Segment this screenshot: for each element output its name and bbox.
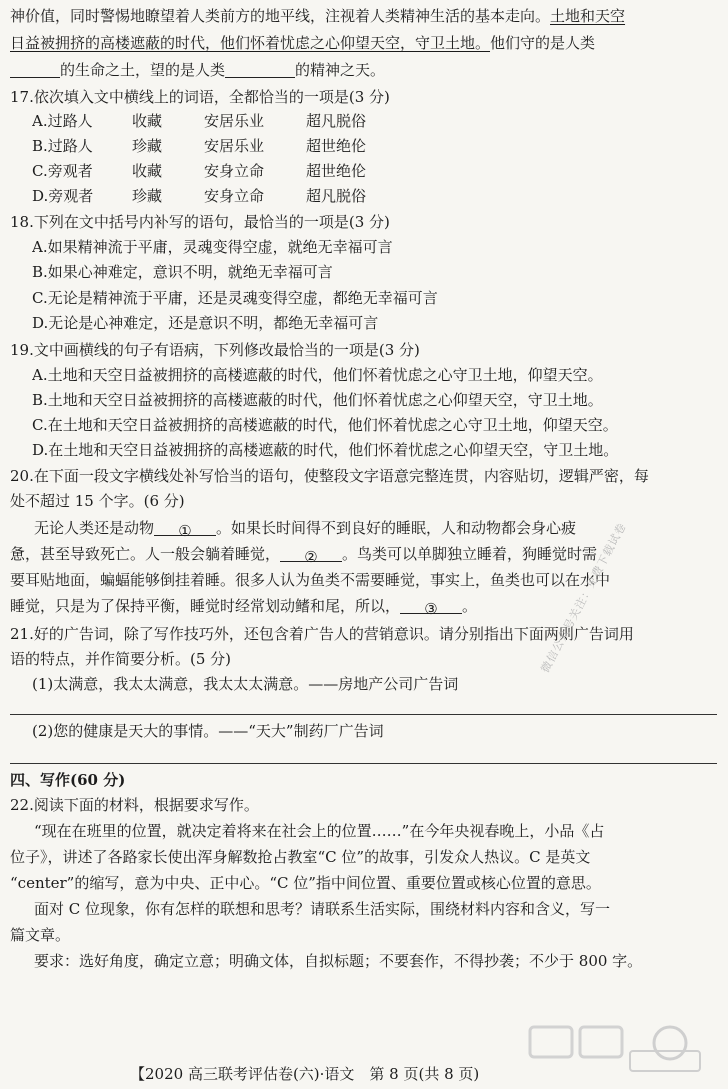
q18-option-a: A.如果精神流于平庸，灵魂变得空虚，就绝无幸福可言 xyxy=(32,238,393,256)
q17-option-b xyxy=(32,134,728,160)
q20-paragraph-line-3: 要耳贴地面，蝙蝠能够倒挂着睡。很多人认为鱼类不需要睡觉，事实上，鱼类也可以在水中 xyxy=(10,571,611,589)
option-label: D.旁观者 xyxy=(32,187,94,205)
option-word: 收藏 xyxy=(132,162,163,180)
answer-blank-2: ② xyxy=(280,545,342,562)
question-20-stem-line-1: 20.在下面一段文字横线处补写恰当的语句，使整段文字语意完整连贯，内容贴切，逻辑严密，每 xyxy=(10,467,649,485)
q18-option-b: B.如果心神难定，意识不明，就绝无幸福可言 xyxy=(32,263,333,281)
q20-paragraph-line-4 xyxy=(10,594,722,620)
passage-line-1 xyxy=(10,4,722,30)
option-word: 超凡脱俗 xyxy=(306,187,367,205)
q20-paragraph-line-2 xyxy=(10,542,722,568)
watermark: 微信公众号关注：免费下载试卷 xyxy=(538,520,629,675)
answer-line xyxy=(10,763,717,764)
option-word: 珍藏 xyxy=(132,187,163,205)
option-word: 安身立命 xyxy=(204,187,265,205)
underlined-sentence: 日益被拥挤的高楼遮蔽的时代，他们怀着忧虑之心仰望天空，守卫土地。 xyxy=(10,34,491,52)
question-21-stem-line-2: 语的特点，并作简要分析。(5 分) xyxy=(10,650,232,668)
q19-option-b: B.土地和天空日益被拥挤的高楼遮蔽的时代，他们怀着忧虑之心仰望天空，守卫土地。 xyxy=(32,391,603,409)
question-17-stem: 17.依次填入文中横线上的词语，全都恰当的一项是(3 分) xyxy=(10,88,390,106)
option-word: 安居乐业 xyxy=(204,137,265,155)
material-line-3: “center”的缩写，意为中央、正中心。“C 位”指中间位置、重要位置或核心位置的意思。 xyxy=(10,874,601,892)
passage-text: 的生命之土，望的是人类 xyxy=(60,61,226,79)
paragraph-text: 。如果长时间得不到良好的睡眠，人和动物都会身心疲 xyxy=(216,519,577,537)
answer-blank xyxy=(10,61,60,78)
q17-option-d xyxy=(32,184,728,210)
answer-blank-1: ① xyxy=(154,519,216,536)
q19-option-a: A.土地和天空日益被拥挤的高楼遮蔽的时代，他们怀着忧虑之心守卫土地，仰望天空。 xyxy=(32,366,603,384)
paragraph-text: 。 xyxy=(462,597,478,615)
material-line-2: 位子》，讲述了各路家长使出浑身解数抢占教室“C 位”的故事，引发众人热议。C 是英文 xyxy=(10,848,591,866)
q17-option-a xyxy=(32,109,728,135)
q19-option-d: D.在土地和天空日益被拥挤的高楼遮蔽的时代，他们怀着忧虑之心仰望天空，守卫土地。 xyxy=(32,441,619,459)
passage-text: 他们守的是人类 xyxy=(490,34,596,52)
material-line-5: 篇文章。 xyxy=(10,926,71,944)
material-line-1: “现在在班里的位置，就决定着将来在社会上的位置……”在今年央视春晚上，小品《占 xyxy=(34,822,605,840)
paragraph-text: 。鸟类可以单脚独立睡着，狗睡觉时需 xyxy=(342,545,598,563)
option-word: 超凡脱俗 xyxy=(306,112,367,130)
option-word: 超世绝伦 xyxy=(306,162,367,180)
option-word: 超世绝伦 xyxy=(306,137,367,155)
option-label: C.旁观者 xyxy=(32,162,93,180)
q18-option-d: D.无论是心神难定，还是意识不明，都绝无幸福可言 xyxy=(32,314,379,332)
answer-blank xyxy=(225,61,295,78)
q21-ad-1: (1)太满意，我太太满意，我太太太满意。——房地产公司广告词 xyxy=(32,675,459,693)
q21-ad-2: (2)您的健康是天大的事情。——“天大”制药厂广告词 xyxy=(32,722,384,740)
q17-option-c xyxy=(32,159,728,185)
option-word: 收藏 xyxy=(132,112,163,130)
option-word: 珍藏 xyxy=(132,137,163,155)
question-20-stem-line-2: 处不超过 15 个字。(6 分) xyxy=(10,492,185,510)
option-label: A.过路人 xyxy=(32,112,93,130)
answer-line xyxy=(10,714,717,715)
writing-requirements: 要求：选好角度，确定立意；明确文体，自拟标题；不要套作，不得抄袭；不少于 800 字。 xyxy=(34,952,643,970)
section-4-title: 四、写作(60 分) xyxy=(10,771,126,789)
q19-option-c: C.在土地和天空日益被拥挤的高楼遮蔽的时代，他们怀着忧虑之心守卫土地，仰望天空。 xyxy=(32,416,618,434)
underlined-sentence: 土地和天空 xyxy=(550,7,626,25)
passage-line-3 xyxy=(10,58,722,84)
paragraph-text: 睡觉，只是为了保持平衡，睡觉时经常划动鳍和尾，所以， xyxy=(10,597,401,615)
answer-blank-3: ③ xyxy=(400,597,462,614)
passage-line-2 xyxy=(10,31,722,57)
passage-text: 的精神之天。 xyxy=(295,61,386,79)
option-word: 安居乐业 xyxy=(204,112,265,130)
paragraph-text: 惫，甚至导致死亡。人一般会躺着睡觉， xyxy=(10,545,281,563)
option-word: 安身立命 xyxy=(204,162,265,180)
paragraph-text: 无论人类还是动物 xyxy=(34,519,155,537)
material-line-4: 面对 C 位现象，你有怎样的联想和思考？请联系生活实际，围绕材料内容和含义，写一 xyxy=(34,900,611,918)
question-22-stem: 22.阅读下面的材料，根据要求写作。 xyxy=(10,796,259,814)
question-21-stem-line-1: 21.好的广告词，除了写作技巧外，还包含着广告人的营销意识。请分别指出下面两则广告词用 xyxy=(10,625,634,643)
page-footer: 【2020 高三联考评估卷(六)·语文 第 8 页(共 8 页) xyxy=(130,1065,480,1083)
q18-option-c: C.无论是精神流于平庸，还是灵魂变得空虚，都绝无幸福可言 xyxy=(32,289,438,307)
q20-paragraph-line-1 xyxy=(34,516,722,542)
option-label: B.过路人 xyxy=(32,137,93,155)
passage-text: 神价值，同时警惕地瞭望着人类前方的地平线，注视着人类精神生活的基本走向。 xyxy=(10,7,551,25)
site-logo xyxy=(520,1021,720,1079)
question-19-stem: 19.文中画横线的句子有语病，下列修改最恰当的一项是(3 分) xyxy=(10,341,420,359)
question-18-stem: 18.下列在文中括号内补写的语句，最恰当的一项是(3 分) xyxy=(10,213,390,231)
